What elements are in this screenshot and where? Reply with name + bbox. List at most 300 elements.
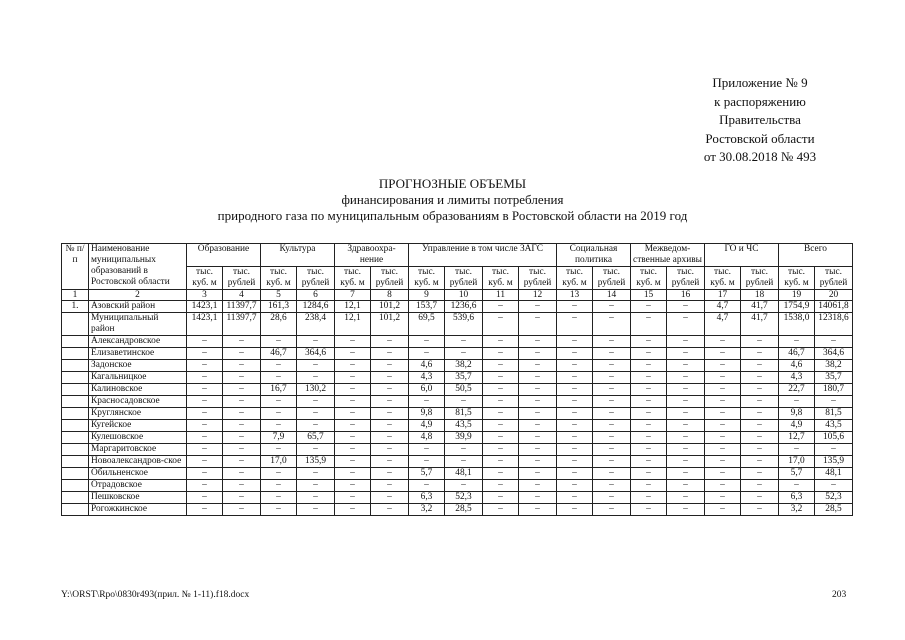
value-cell: – (371, 408, 409, 420)
unit-volume-header: тыс. куб. м (557, 267, 593, 290)
unit-volume-header: тыс. куб. м (335, 267, 371, 290)
row-number (62, 384, 89, 396)
municipality-name: Новоалександров-ское (89, 456, 187, 468)
value-cell: – (261, 408, 297, 420)
value-cell: 364,6 (297, 348, 335, 360)
row-number (62, 336, 89, 348)
value-cell: – (557, 468, 593, 480)
value-cell: 5,7 (779, 468, 815, 480)
table-row (62, 456, 853, 468)
unit-volume-header: тыс. куб. м (631, 267, 667, 290)
value-cell: – (261, 492, 297, 504)
value-cell: – (483, 360, 519, 372)
unit-money-header: тыс. рублей (297, 267, 335, 290)
column-index-cell: 8 (371, 290, 409, 301)
appendix-line: к распоряжению (714, 93, 806, 109)
value-cell: – (335, 420, 371, 432)
value-cell: – (483, 480, 519, 492)
value-cell: 65,7 (297, 432, 335, 444)
value-cell: 12318,6 (815, 313, 853, 336)
value-cell: – (557, 348, 593, 360)
value-cell: – (371, 384, 409, 396)
value-cell: 4,7 (705, 301, 741, 313)
value-cell: – (631, 313, 667, 336)
table-body (62, 301, 853, 516)
value-cell: – (261, 504, 297, 516)
unit-money-header: тыс. рублей (667, 267, 705, 290)
value-cell: – (187, 492, 223, 504)
value-cell: – (667, 408, 705, 420)
value-cell: – (187, 456, 223, 468)
value-cell: – (593, 492, 631, 504)
value-cell: – (631, 492, 667, 504)
title-line-2: финансирования и лимиты потребления (341, 192, 564, 207)
value-cell: – (741, 420, 779, 432)
value-cell: – (519, 372, 557, 384)
value-cell: 180,7 (815, 384, 853, 396)
value-cell: – (705, 408, 741, 420)
value-cell: 16,7 (261, 384, 297, 396)
value-cell: 14061,8 (815, 301, 853, 313)
value-cell: – (705, 336, 741, 348)
value-cell: – (667, 313, 705, 336)
value-cell: – (667, 444, 705, 456)
appendix-line: Ростовской области (705, 130, 815, 146)
value-cell: – (187, 408, 223, 420)
value-cell: – (667, 301, 705, 313)
municipality-name: Муниципальный район (89, 313, 187, 336)
value-cell: – (335, 384, 371, 396)
value-cell: – (187, 504, 223, 516)
value-cell: – (261, 336, 297, 348)
value-cell: 48,1 (815, 468, 853, 480)
value-cell: – (371, 480, 409, 492)
value-cell: – (741, 444, 779, 456)
forecast-table (61, 243, 853, 516)
value-cell: 4,9 (409, 420, 445, 432)
value-cell: – (519, 396, 557, 408)
value-cell: – (371, 492, 409, 504)
value-cell: – (335, 336, 371, 348)
value-cell: 101,2 (371, 301, 409, 313)
value-cell: – (335, 444, 371, 456)
value-cell: 28,5 (445, 504, 483, 516)
row-number (62, 360, 89, 372)
value-cell: – (557, 313, 593, 336)
value-cell: – (297, 480, 335, 492)
value-cell: – (335, 348, 371, 360)
table-row (62, 360, 853, 372)
value-cell: – (557, 384, 593, 396)
value-cell: – (261, 420, 297, 432)
value-cell: – (631, 336, 667, 348)
value-cell: – (557, 336, 593, 348)
header-name: Наименование муниципальных образований в Ростовской области (89, 244, 187, 290)
table-row (62, 492, 853, 504)
value-cell: – (371, 348, 409, 360)
column-index-cell: 18 (741, 290, 779, 301)
row-number (62, 372, 89, 384)
table-row (62, 336, 853, 348)
value-cell: – (779, 396, 815, 408)
header-group-culture: Культура (261, 244, 335, 267)
header-group-archives: Межведом-ственные архивы (631, 244, 705, 267)
municipality-name: Красносадовское (89, 396, 187, 408)
value-cell: – (223, 336, 261, 348)
value-cell: 22,7 (779, 384, 815, 396)
unit-volume-header: тыс. куб. м (409, 267, 445, 290)
value-cell: – (371, 372, 409, 384)
value-cell: – (483, 456, 519, 468)
table-row (62, 480, 853, 492)
value-cell: – (445, 396, 483, 408)
value-cell: – (631, 504, 667, 516)
value-cell: – (593, 420, 631, 432)
value-cell: 50,5 (445, 384, 483, 396)
value-cell: – (815, 396, 853, 408)
row-number: 1. (62, 301, 89, 313)
value-cell: – (371, 456, 409, 468)
table-row (62, 313, 853, 336)
value-cell: 364,6 (815, 348, 853, 360)
value-cell: – (409, 444, 445, 456)
value-cell: – (223, 432, 261, 444)
value-cell: – (261, 396, 297, 408)
row-number (62, 492, 89, 504)
value-cell: 4,6 (409, 360, 445, 372)
value-cell: – (187, 444, 223, 456)
value-cell: – (519, 432, 557, 444)
row-number (62, 468, 89, 480)
value-cell: 4,6 (779, 360, 815, 372)
value-cell: – (223, 420, 261, 432)
value-cell: 1423,1 (187, 301, 223, 313)
value-cell: – (557, 504, 593, 516)
value-cell: – (593, 313, 631, 336)
value-cell: 52,3 (815, 492, 853, 504)
value-cell: – (557, 396, 593, 408)
value-cell: – (667, 432, 705, 444)
value-cell: – (705, 360, 741, 372)
value-cell: – (335, 480, 371, 492)
value-cell: – (483, 420, 519, 432)
value-cell: – (741, 348, 779, 360)
value-cell: – (705, 468, 741, 480)
row-number (62, 348, 89, 360)
value-cell: – (815, 480, 853, 492)
header-group-go-chs: ГО и ЧС (705, 244, 779, 267)
value-cell: – (779, 480, 815, 492)
value-cell: – (371, 420, 409, 432)
value-cell: – (593, 360, 631, 372)
value-cell: – (483, 336, 519, 348)
table-row (62, 348, 853, 360)
value-cell: – (261, 468, 297, 480)
value-cell: – (187, 336, 223, 348)
row-number (62, 420, 89, 432)
value-cell: 9,8 (779, 408, 815, 420)
value-cell: – (631, 456, 667, 468)
value-cell: 1538,0 (779, 313, 815, 336)
value-cell: 38,2 (445, 360, 483, 372)
value-cell: – (187, 480, 223, 492)
value-cell: – (631, 348, 667, 360)
value-cell: 101,2 (371, 313, 409, 336)
unit-volume-header: тыс. куб. м (779, 267, 815, 290)
value-cell: – (593, 432, 631, 444)
value-cell: 11397,7 (223, 313, 261, 336)
value-cell: 43,5 (445, 420, 483, 432)
value-cell: – (223, 444, 261, 456)
value-cell: – (741, 432, 779, 444)
value-cell: 38,2 (815, 360, 853, 372)
column-index-cell: 19 (779, 290, 815, 301)
value-cell: – (297, 372, 335, 384)
municipality-name: Пешковское (89, 492, 187, 504)
value-cell: – (593, 336, 631, 348)
value-cell: – (371, 432, 409, 444)
value-cell: – (631, 360, 667, 372)
footer-file-path: Y:\ORST\Rpo\0830r493(прил. № 1-11).f18.docx (61, 590, 250, 600)
value-cell: – (519, 492, 557, 504)
appendix-line: Приложение № 9 (712, 75, 808, 90)
row-number (62, 313, 89, 336)
value-cell: – (335, 432, 371, 444)
value-cell: – (335, 360, 371, 372)
value-cell: – (223, 480, 261, 492)
value-cell: – (557, 408, 593, 420)
value-cell: 48,1 (445, 468, 483, 480)
column-index-cell: 9 (409, 290, 445, 301)
value-cell: – (223, 408, 261, 420)
value-cell: – (667, 336, 705, 348)
value-cell: – (741, 504, 779, 516)
value-cell: 12,1 (335, 301, 371, 313)
value-cell: – (483, 301, 519, 313)
value-cell: – (335, 468, 371, 480)
table-row (62, 384, 853, 396)
value-cell: – (297, 492, 335, 504)
column-index-cell: 11 (483, 290, 519, 301)
value-cell: – (297, 420, 335, 432)
row-number (62, 444, 89, 456)
value-cell: – (519, 420, 557, 432)
unit-money-header: тыс. рублей (593, 267, 631, 290)
value-cell: – (409, 456, 445, 468)
value-cell: – (223, 372, 261, 384)
value-cell: – (223, 360, 261, 372)
value-cell: – (187, 372, 223, 384)
value-cell: 41,7 (741, 301, 779, 313)
value-cell: – (557, 301, 593, 313)
document-title (0, 176, 905, 224)
unit-money-header: тыс. рублей (741, 267, 779, 290)
value-cell: 69,5 (409, 313, 445, 336)
value-cell: – (631, 480, 667, 492)
value-cell: – (261, 372, 297, 384)
value-cell: – (335, 396, 371, 408)
value-cell: – (667, 504, 705, 516)
value-cell: – (297, 360, 335, 372)
column-index-cell: 1 (62, 290, 89, 301)
value-cell: – (705, 480, 741, 492)
value-cell: – (593, 456, 631, 468)
value-cell: – (557, 372, 593, 384)
table-row (62, 504, 853, 516)
value-cell: – (593, 504, 631, 516)
value-cell: 1423,1 (187, 313, 223, 336)
value-cell: 161,3 (261, 301, 297, 313)
value-cell: – (593, 444, 631, 456)
value-cell: – (297, 408, 335, 420)
value-cell: – (741, 396, 779, 408)
value-cell: – (335, 504, 371, 516)
column-index-row (62, 290, 853, 301)
value-cell: – (631, 384, 667, 396)
header-group-management: Управление в том числе ЗАГС (409, 244, 557, 267)
value-cell: 12,7 (779, 432, 815, 444)
row-number (62, 480, 89, 492)
value-cell: – (631, 372, 667, 384)
value-cell: 539,6 (445, 313, 483, 336)
municipality-name: Александровское (89, 336, 187, 348)
value-cell: 17,0 (779, 456, 815, 468)
value-cell: – (741, 360, 779, 372)
value-cell: – (631, 408, 667, 420)
value-cell: – (667, 360, 705, 372)
value-cell: – (223, 504, 261, 516)
unit-volume-header: тыс. куб. м (483, 267, 519, 290)
value-cell: – (667, 492, 705, 504)
row-number (62, 396, 89, 408)
value-cell: – (519, 468, 557, 480)
value-cell: – (335, 456, 371, 468)
value-cell: – (741, 336, 779, 348)
value-cell: – (261, 444, 297, 456)
value-cell: 4,8 (409, 432, 445, 444)
value-cell: – (483, 408, 519, 420)
value-cell: – (371, 468, 409, 480)
value-cell: – (519, 301, 557, 313)
header-group-education: Образование (187, 244, 261, 267)
value-cell: – (519, 408, 557, 420)
value-cell: – (631, 468, 667, 480)
table-row (62, 396, 853, 408)
value-cell: – (187, 396, 223, 408)
value-cell: – (741, 468, 779, 480)
value-cell: – (557, 432, 593, 444)
row-number (62, 432, 89, 444)
value-cell: – (667, 420, 705, 432)
value-cell: 17,0 (261, 456, 297, 468)
municipality-name: Отрадовское (89, 480, 187, 492)
column-index-cell: 17 (705, 290, 741, 301)
value-cell: – (593, 408, 631, 420)
value-cell: 3,2 (779, 504, 815, 516)
value-cell: – (815, 336, 853, 348)
value-cell: – (557, 456, 593, 468)
value-cell: – (445, 456, 483, 468)
municipality-name: Рогожкинское (89, 504, 187, 516)
value-cell: 35,7 (445, 372, 483, 384)
value-cell: – (409, 396, 445, 408)
value-cell: – (483, 313, 519, 336)
value-cell: – (593, 468, 631, 480)
value-cell: 4,9 (779, 420, 815, 432)
value-cell: – (335, 372, 371, 384)
value-cell: – (779, 336, 815, 348)
unit-money-header: тыс. рублей (445, 267, 483, 290)
value-cell: – (667, 480, 705, 492)
value-cell: – (223, 456, 261, 468)
value-cell: – (705, 396, 741, 408)
value-cell: – (631, 301, 667, 313)
value-cell: 153,7 (409, 301, 445, 313)
value-cell: 41,7 (741, 313, 779, 336)
municipality-name: Кулешовское (89, 432, 187, 444)
value-cell: – (445, 480, 483, 492)
value-cell: – (409, 348, 445, 360)
value-cell: – (667, 348, 705, 360)
value-cell: 43,5 (815, 420, 853, 432)
column-index-cell: 16 (667, 290, 705, 301)
value-cell: 6,0 (409, 384, 445, 396)
row-number (62, 408, 89, 420)
value-cell: – (557, 444, 593, 456)
value-cell: – (779, 444, 815, 456)
value-cell: – (519, 336, 557, 348)
value-cell: – (297, 468, 335, 480)
value-cell: 35,7 (815, 372, 853, 384)
value-cell: – (223, 492, 261, 504)
unit-money-header: тыс. рублей (815, 267, 853, 290)
table-row (62, 301, 853, 313)
value-cell: – (631, 444, 667, 456)
title-line-3: природного газа по муниципальным образованиям в Ростовской области на 2019 год (217, 208, 688, 223)
value-cell: – (187, 360, 223, 372)
value-cell: – (483, 348, 519, 360)
unit-volume-header: тыс. куб. м (187, 267, 223, 290)
value-cell: – (705, 348, 741, 360)
municipality-name: Задонское (89, 360, 187, 372)
value-cell: – (741, 492, 779, 504)
column-index-cell: 13 (557, 290, 593, 301)
value-cell: – (741, 456, 779, 468)
value-cell: 28,5 (815, 504, 853, 516)
value-cell: – (519, 348, 557, 360)
value-cell: – (223, 396, 261, 408)
municipality-name: Обильненское (89, 468, 187, 480)
value-cell: 1284,6 (297, 301, 335, 313)
table-row (62, 444, 853, 456)
column-index-cell: 10 (445, 290, 483, 301)
value-cell: – (705, 492, 741, 504)
value-cell: 11397,7 (223, 301, 261, 313)
column-index-cell: 7 (335, 290, 371, 301)
value-cell: – (519, 444, 557, 456)
value-cell: – (483, 432, 519, 444)
appendix-line: Правительства (719, 112, 801, 127)
municipality-name: Круглянское (89, 408, 187, 420)
value-cell: 6,3 (779, 492, 815, 504)
value-cell: 81,5 (445, 408, 483, 420)
value-cell: 1754,9 (779, 301, 815, 313)
column-index-cell: 20 (815, 290, 853, 301)
value-cell: – (223, 348, 261, 360)
column-index-cell: 15 (631, 290, 667, 301)
unit-volume-header: тыс. куб. м (705, 267, 741, 290)
value-cell: – (557, 492, 593, 504)
